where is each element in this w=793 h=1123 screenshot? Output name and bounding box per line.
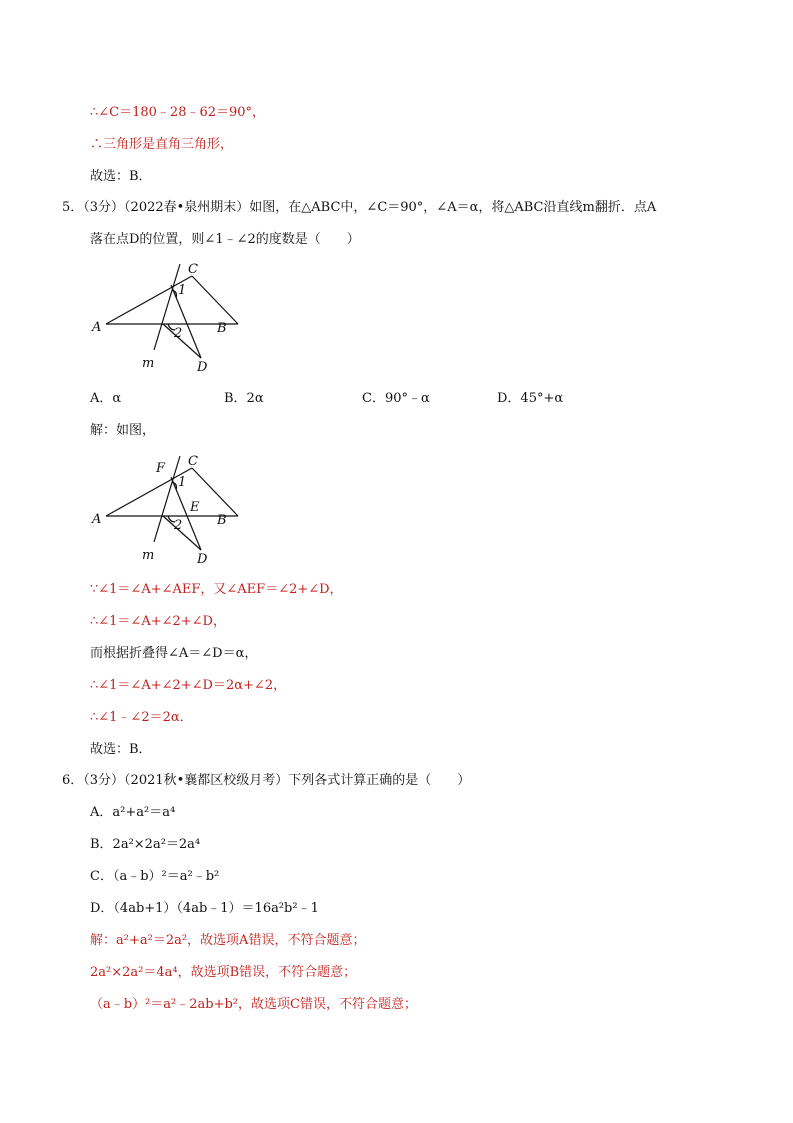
solution-step: 2a²×2a²＝4a⁴，故选项B错误，不符合题意； <box>90 965 357 980</box>
answer-choice: 故选：B． <box>90 742 152 757</box>
solution-line: ∴三角形是直角三角形， <box>90 137 234 152</box>
answer-choice: 故选：B． <box>90 169 152 184</box>
option-a: A．α <box>90 391 122 406</box>
label-C: C <box>188 262 198 277</box>
question-6-stem: 6．（3分）（2021秋•襄都区校级月考）下列各式计算正确的是（ ） <box>62 773 471 788</box>
label-2: 2 <box>174 326 183 341</box>
label-C: C <box>188 454 198 469</box>
solution-intro: 解：如图， <box>90 423 156 438</box>
label-1: 1 <box>178 475 187 490</box>
label-A: A <box>92 320 102 335</box>
solution-step: ∴∠1＝∠A+∠2+∠D＝2α+∠2， <box>90 678 287 693</box>
option-a: A．a²+a²＝a⁴ <box>90 805 176 820</box>
question-5-stem: 5．（3分）（2022春•泉州期末）如图，在△ABC中，∠C＝90°，∠A＝α，将△ABC沿直线m翻折．点A <box>62 200 657 215</box>
label-2: 2 <box>174 518 183 533</box>
label-F: F <box>156 461 166 476</box>
label-1: 1 <box>178 283 187 298</box>
label-A: A <box>92 512 102 527</box>
solution-step: 而根据折叠得∠A＝∠D＝α， <box>90 646 258 661</box>
label-B: B <box>217 321 227 336</box>
solution-line: ∴∠C＝180﹣28﹣62＝90°， <box>90 105 266 120</box>
label-E: E <box>190 500 200 515</box>
option-c: C．90°﹣α <box>362 391 430 406</box>
solution-step: ∴∠1＝∠A+∠2+∠D， <box>90 614 226 629</box>
label-m: m <box>142 356 155 371</box>
label-B: B <box>217 513 227 528</box>
label-m: m <box>142 548 155 563</box>
option-b: B．2a²×2a²＝2a⁴ <box>90 837 201 852</box>
question-5-stem-cont: 落在点D的位置，则∠1﹣∠2的度数是（ ） <box>90 232 360 247</box>
option-b: B．2α <box>224 391 264 406</box>
solution-step: ∵∠1＝∠A+∠AEF，又∠AEF＝∠2+∠D， <box>90 582 343 597</box>
label-D: D <box>197 360 208 375</box>
solution-step: （a﹣b）²＝a²﹣2ab+b²，故选项C错误，不符合题意； <box>90 997 417 1012</box>
option-d: D．45°+α <box>497 391 564 406</box>
option-d: D．（4ab+1）（4ab﹣1）＝16a²b²﹣1 <box>90 901 319 916</box>
label-D: D <box>197 552 208 567</box>
solution-step: ∴∠1﹣∠2＝2α． <box>90 710 193 725</box>
solution-step: 解：a²+a²＝2a²，故选项A错误，不符合题意； <box>90 933 366 948</box>
option-c: C．（a﹣b）²＝a²﹣b² <box>90 869 220 884</box>
